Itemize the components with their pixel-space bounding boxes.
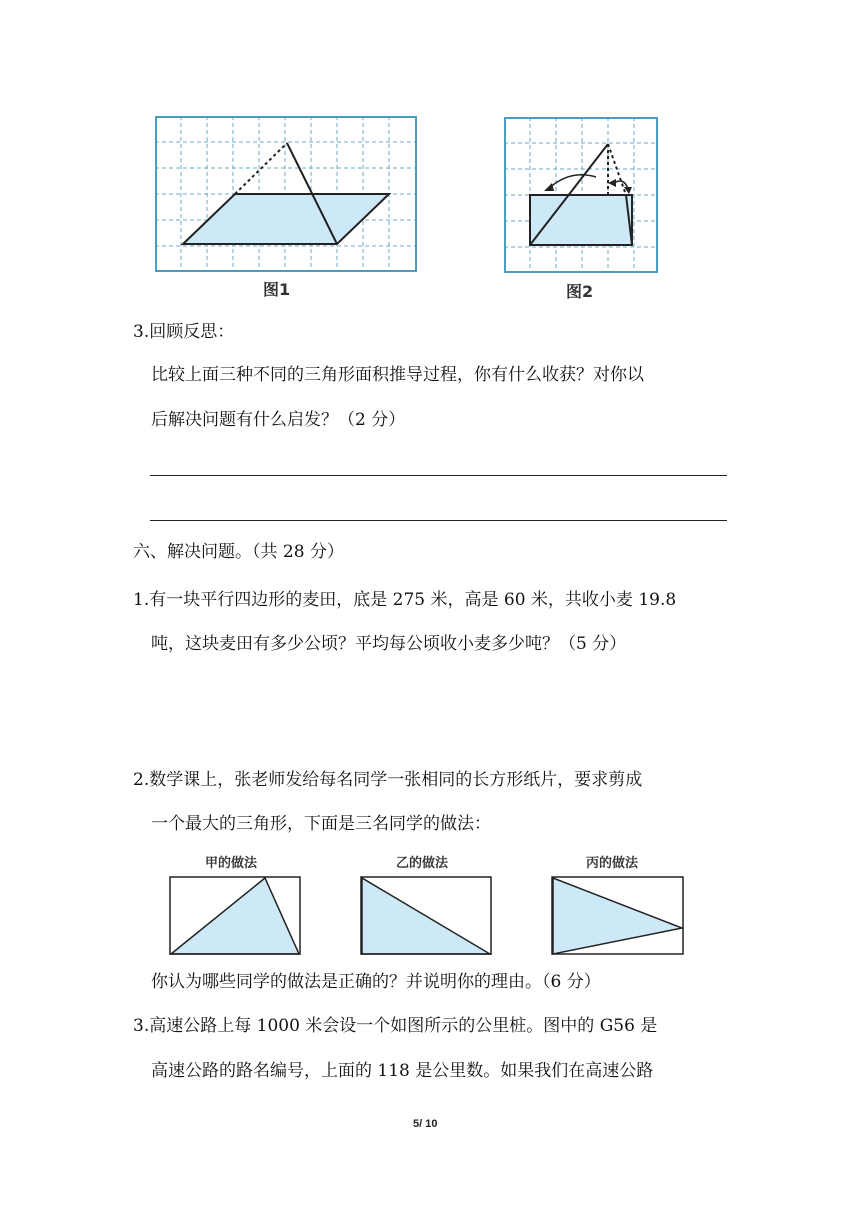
method-a-caption: 甲的做法 xyxy=(205,856,258,871)
figure-2 xyxy=(504,117,658,273)
problem-2-line-1: 2.数学课上，张老师发给每名同学一张相同的长方形纸片，要求剪成 xyxy=(133,770,643,790)
method-b-caption: 乙的做法 xyxy=(396,856,449,871)
problem-3-line-1: 3.高速公路上每 1000 米会设一个如图所示的公里桩。图中的 G56 是 xyxy=(133,1016,658,1036)
page-number: 5/ 10 xyxy=(413,1118,438,1130)
figure-2-caption: 图2 xyxy=(566,282,594,301)
parallelogram xyxy=(183,194,389,244)
problem-2-line-2: 一个最大的三角形，下面是三名同学的做法： xyxy=(151,814,491,834)
q3-line-1: 比较上面三种不同的三角形面积推导过程，你有什么收获？对你以 xyxy=(151,365,644,385)
problem-1-line-1: 1.有一块平行四边形的麦田，底是 275 米，高是 60 米，共收小麦 19.8 xyxy=(133,590,677,610)
method-c-figure xyxy=(551,876,684,956)
figure-1 xyxy=(155,116,417,272)
q3-heading: 3.回顾反思： xyxy=(133,322,235,342)
rectangle xyxy=(530,195,632,245)
problem-3-line-2: 高速公路的路名编号，上面的 118 是公里数。如果我们在高速公路 xyxy=(151,1061,654,1081)
problem-1-line-2: 吨，这块麦田有多少公顷？平均每公顷收小麦多少吨？（5 分） xyxy=(151,634,627,654)
answer-line-2[interactable] xyxy=(150,520,727,521)
answer-line-1[interactable] xyxy=(150,475,727,476)
figure-1-caption: 图1 xyxy=(263,280,291,299)
section-6-heading: 六、解决问题。（共 28 分） xyxy=(133,542,344,562)
problem-2-line-3: 你认为哪些同学的做法是正确的？并说明你的理由。（6 分） xyxy=(151,972,601,992)
method-c-caption: 丙的做法 xyxy=(586,856,639,871)
method-b-figure xyxy=(360,876,492,956)
q3-line-2: 后解决问题有什么启发？（2 分） xyxy=(151,410,406,430)
method-a-figure xyxy=(169,876,301,956)
